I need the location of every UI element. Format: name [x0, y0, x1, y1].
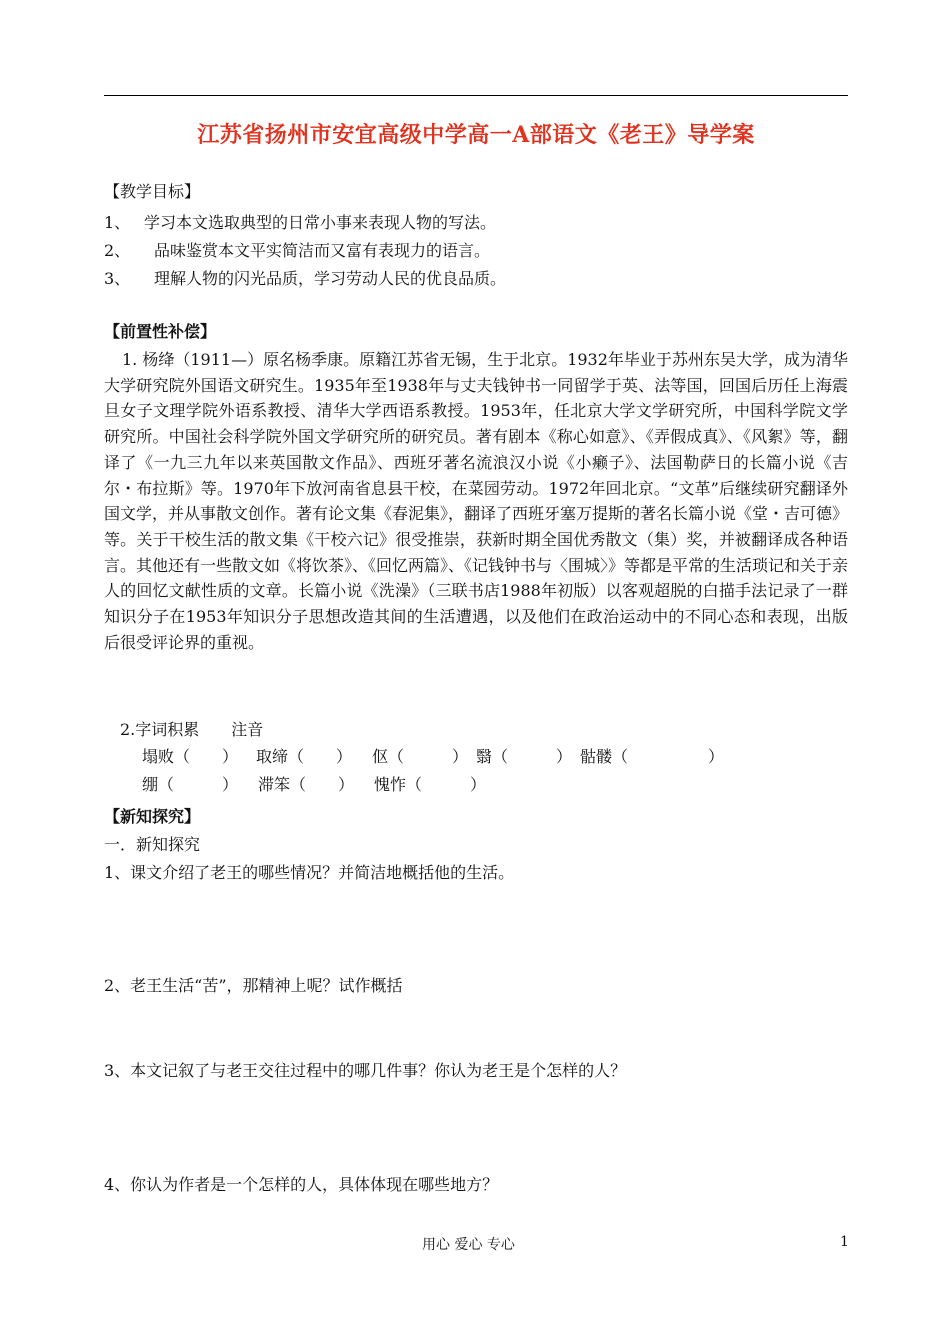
goal-number: 3、	[104, 269, 131, 288]
vocab-item: 伛（ ）	[372, 747, 469, 766]
vocab-item: 取缔（ ）	[256, 747, 353, 766]
goal-text: 品味鉴赏本文平实简洁而又富有表现力的语言。	[154, 241, 491, 260]
vocab-label: 2.字词积累 注音	[120, 720, 264, 739]
goal-text: 学习本文选取典型的日常小事来表现人物的写法。	[144, 213, 497, 232]
goal-number: 1、	[104, 213, 131, 232]
page-number: 1	[840, 1234, 849, 1250]
question: 1、课文介绍了老王的哪些情况？并简洁地概括他的生活。	[104, 863, 515, 882]
goal-item	[104, 240, 490, 262]
page-title: 江苏省扬州市安宜高级中学高一A部语文《老王》导学案	[197, 122, 755, 148]
new-heading: 【新知探究】	[104, 807, 201, 826]
question: 3、本文记叙了与老王交往过程中的哪几件事？你认为老王是个怎样的人？	[104, 1061, 627, 1080]
goals-heading: 【教学目标】	[104, 182, 201, 201]
footer-motto: 用心 爱心 专心	[422, 1237, 515, 1253]
vocab-item: 滞笨（ ）	[258, 775, 355, 794]
header-rule	[104, 95, 848, 96]
goal-item	[104, 268, 506, 290]
vocab-item: 骷髅（ ）	[580, 747, 725, 766]
vocab-item: 愧怍（ ）	[374, 775, 487, 794]
bio-text: 1. 杨绛（1911—）原名杨季康。原籍江苏省无锡，生于北京。1932年毕业于苏州东吴大学，成为清华大学研究院外国语文研究生。1935年至1938年与丈夫钱钟书一同留学于英、法等国，回国后历任上海震旦女子文理学院外语系教授、清华大学西语系教授。1953年，任北京大学文学研究所，中国科学院文学研究所。中国社会科学院外国文学研究所的研究员。著有剧本《称心如意》、《弄假成真》、《风絮》等，翻译了《一九三九年以来英国散文作品》、西班牙著名流浪汉小说《小癞子》、法国勒萨日的长篇小说《吉尔・布拉斯》等。1970年下放河南省息县干校，在菜园劳动。1972年回北京。“文革”后继续研究翻译外国文学，并从事散文创作。著有论文集《春泥集》，翻译了西班牙塞万提斯的著名长篇小说《堂・吉可德》等。关于干校生活的散文集《干校六记》很受推崇，获新时期全国优秀散文（集）奖，并被翻译成各种语言。其他还有一些散文如《将饮茶》、《回忆两篇》、《记钱钟书与〈围城〉》等都是平常的生活琐记和关于亲人的回忆文献性质的文章。长篇小说《洗澡》（三联书店1988年初版）以客观超脱的白描手法记录了一群知识分子在1953年知识分子思想改造其间的生活遭遇，以及他们在政治运动中的不同心态和表现，出版后很受评论界的重视。	[104, 350, 849, 652]
goal-item	[104, 212, 496, 234]
author-bio	[104, 347, 848, 655]
vocab-item: 绷（ ）	[142, 775, 239, 794]
goal-text: 理解人物的闪光品质，学习劳动人民的优良品质。	[154, 269, 507, 288]
vocab-item: 翳（ ）	[476, 747, 573, 766]
question: 2、老王生活“苦”，那精神上呢？试作概括	[104, 976, 403, 995]
vocab-item: 塌败（ ）	[142, 747, 239, 766]
new-subheading: 一．新知探究	[104, 835, 201, 854]
goal-number: 2、	[104, 241, 131, 260]
pre-heading: 【前置性补偿】	[104, 322, 217, 341]
question: 4、你认为作者是一个怎样的人，具体体现在哪些地方？	[104, 1175, 499, 1194]
